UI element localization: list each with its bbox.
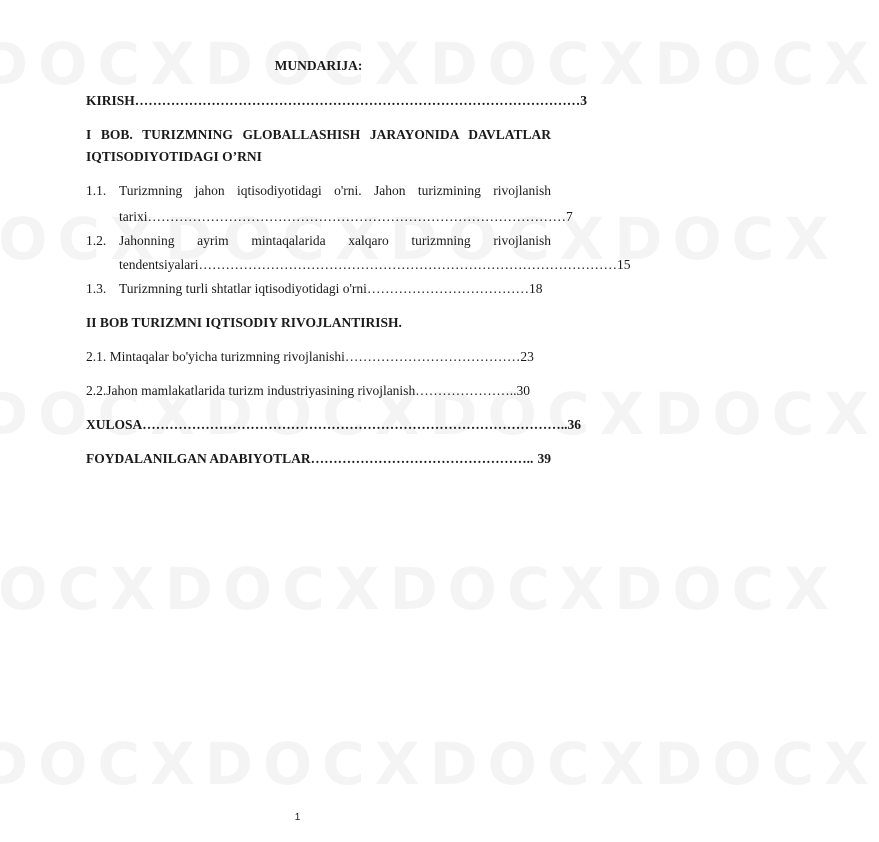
- toc-page-number: 7: [566, 209, 573, 224]
- toc-page-number: 39: [537, 451, 551, 466]
- toc-item-2-2[interactable]: [86, 382, 530, 400]
- toc-item-1-2[interactable]: [119, 232, 551, 250]
- word: Turizmning: [119, 183, 183, 198]
- word: BOB.: [100, 127, 133, 142]
- toc-leader-dots: …………………………………………………………………………………: [198, 257, 617, 272]
- toc-entry-chapter-1-cont: IQTISODIYOTIDAGI O’RNI: [86, 149, 262, 164]
- word: o'rni.: [334, 183, 362, 198]
- word: Jahon: [374, 183, 406, 198]
- toc-entry-chapter-1[interactable]: [86, 126, 551, 144]
- toc-item-1-1[interactable]: [119, 182, 551, 200]
- word: rivojlanish: [493, 233, 552, 248]
- toc-page-number: 15: [616, 257, 631, 272]
- toc-entry-label: 2.2.Jahon mamlakatlarida turizm industriyasining rivojlanish: [86, 383, 416, 398]
- page-number: 1: [294, 812, 301, 823]
- toc-entry-label: tarixi: [119, 209, 148, 224]
- toc-entry-label: 2.1. Mintaqalar bo'yicha turizmning rivojlanishi: [86, 349, 345, 364]
- word: jahon: [194, 183, 225, 198]
- toc-leader-dots: …………………………………………..: [310, 451, 534, 466]
- toc-leader-dots: …………………………………: [344, 349, 521, 364]
- toc-item-number: 1.1.: [86, 183, 107, 198]
- word: TURIZMNING: [142, 127, 233, 142]
- watermark-row: [0, 555, 839, 623]
- toc-item-1-3[interactable]: [119, 280, 542, 298]
- watermark-row: [0, 730, 879, 798]
- word: turizmning: [411, 233, 471, 248]
- toc-entry-chapter-2[interactable]: II BOB TURIZMNI IQTISODIY RIVOJLANTIRISH.: [86, 315, 402, 330]
- word: turizmining: [417, 183, 481, 198]
- toc-item-2-1[interactable]: [86, 348, 534, 366]
- toc-entry-label: KIRISH: [86, 93, 135, 108]
- toc-entry-label: FOYDALANILGAN ADABIYOTLAR: [86, 451, 311, 466]
- word: GLOBALLASHISH: [242, 127, 361, 142]
- toc-item-number: 1.3.: [86, 281, 107, 296]
- toc-entry-adabiyotlar[interactable]: [86, 450, 551, 468]
- toc-leader-dots: …………………..: [415, 383, 517, 398]
- toc-entry-label: tendentsiyalari: [119, 257, 199, 272]
- toc-leader-dots: …………………………………………………………………………………: [147, 209, 566, 224]
- word: mintaqalarida: [251, 233, 326, 248]
- word: I: [86, 127, 92, 142]
- toc-item-1-1-cont: [119, 208, 573, 226]
- word: ayrim: [197, 233, 229, 248]
- toc-page-number: 36: [567, 417, 582, 432]
- word: rivojlanish: [493, 183, 551, 198]
- toc-item-1-2-cont: [119, 256, 631, 274]
- word: Jahonning: [119, 233, 175, 248]
- word: iqtisodiyotidagi: [236, 183, 322, 198]
- page-title: MUNDARIJA:: [274, 58, 363, 73]
- toc-page-number: 30: [516, 383, 530, 398]
- toc-entry-label: Turizmning turli shtatlar iqtisodiyotidagi o'rni: [119, 281, 367, 296]
- toc-page-number: 3: [580, 93, 588, 108]
- word: xalqaro: [348, 233, 389, 248]
- toc-page-number: 18: [528, 281, 543, 296]
- toc-leader-dots: ………………………………………………………………………………………: [134, 93, 581, 108]
- toc-entry-label: XULOSA: [86, 417, 143, 432]
- toc-item-number: 1.2.: [86, 233, 107, 248]
- word: JARAYONIDA: [369, 127, 459, 142]
- toc-entry-xulosa[interactable]: [86, 416, 582, 434]
- toc-entry-kirish[interactable]: [86, 92, 588, 110]
- toc-page-number: 23: [520, 349, 534, 364]
- word: DAVLATLAR: [468, 127, 551, 142]
- toc-leader-dots: …………………………………………………………………………………..: [142, 417, 568, 432]
- toc-leader-dots: ………………………………: [366, 281, 529, 296]
